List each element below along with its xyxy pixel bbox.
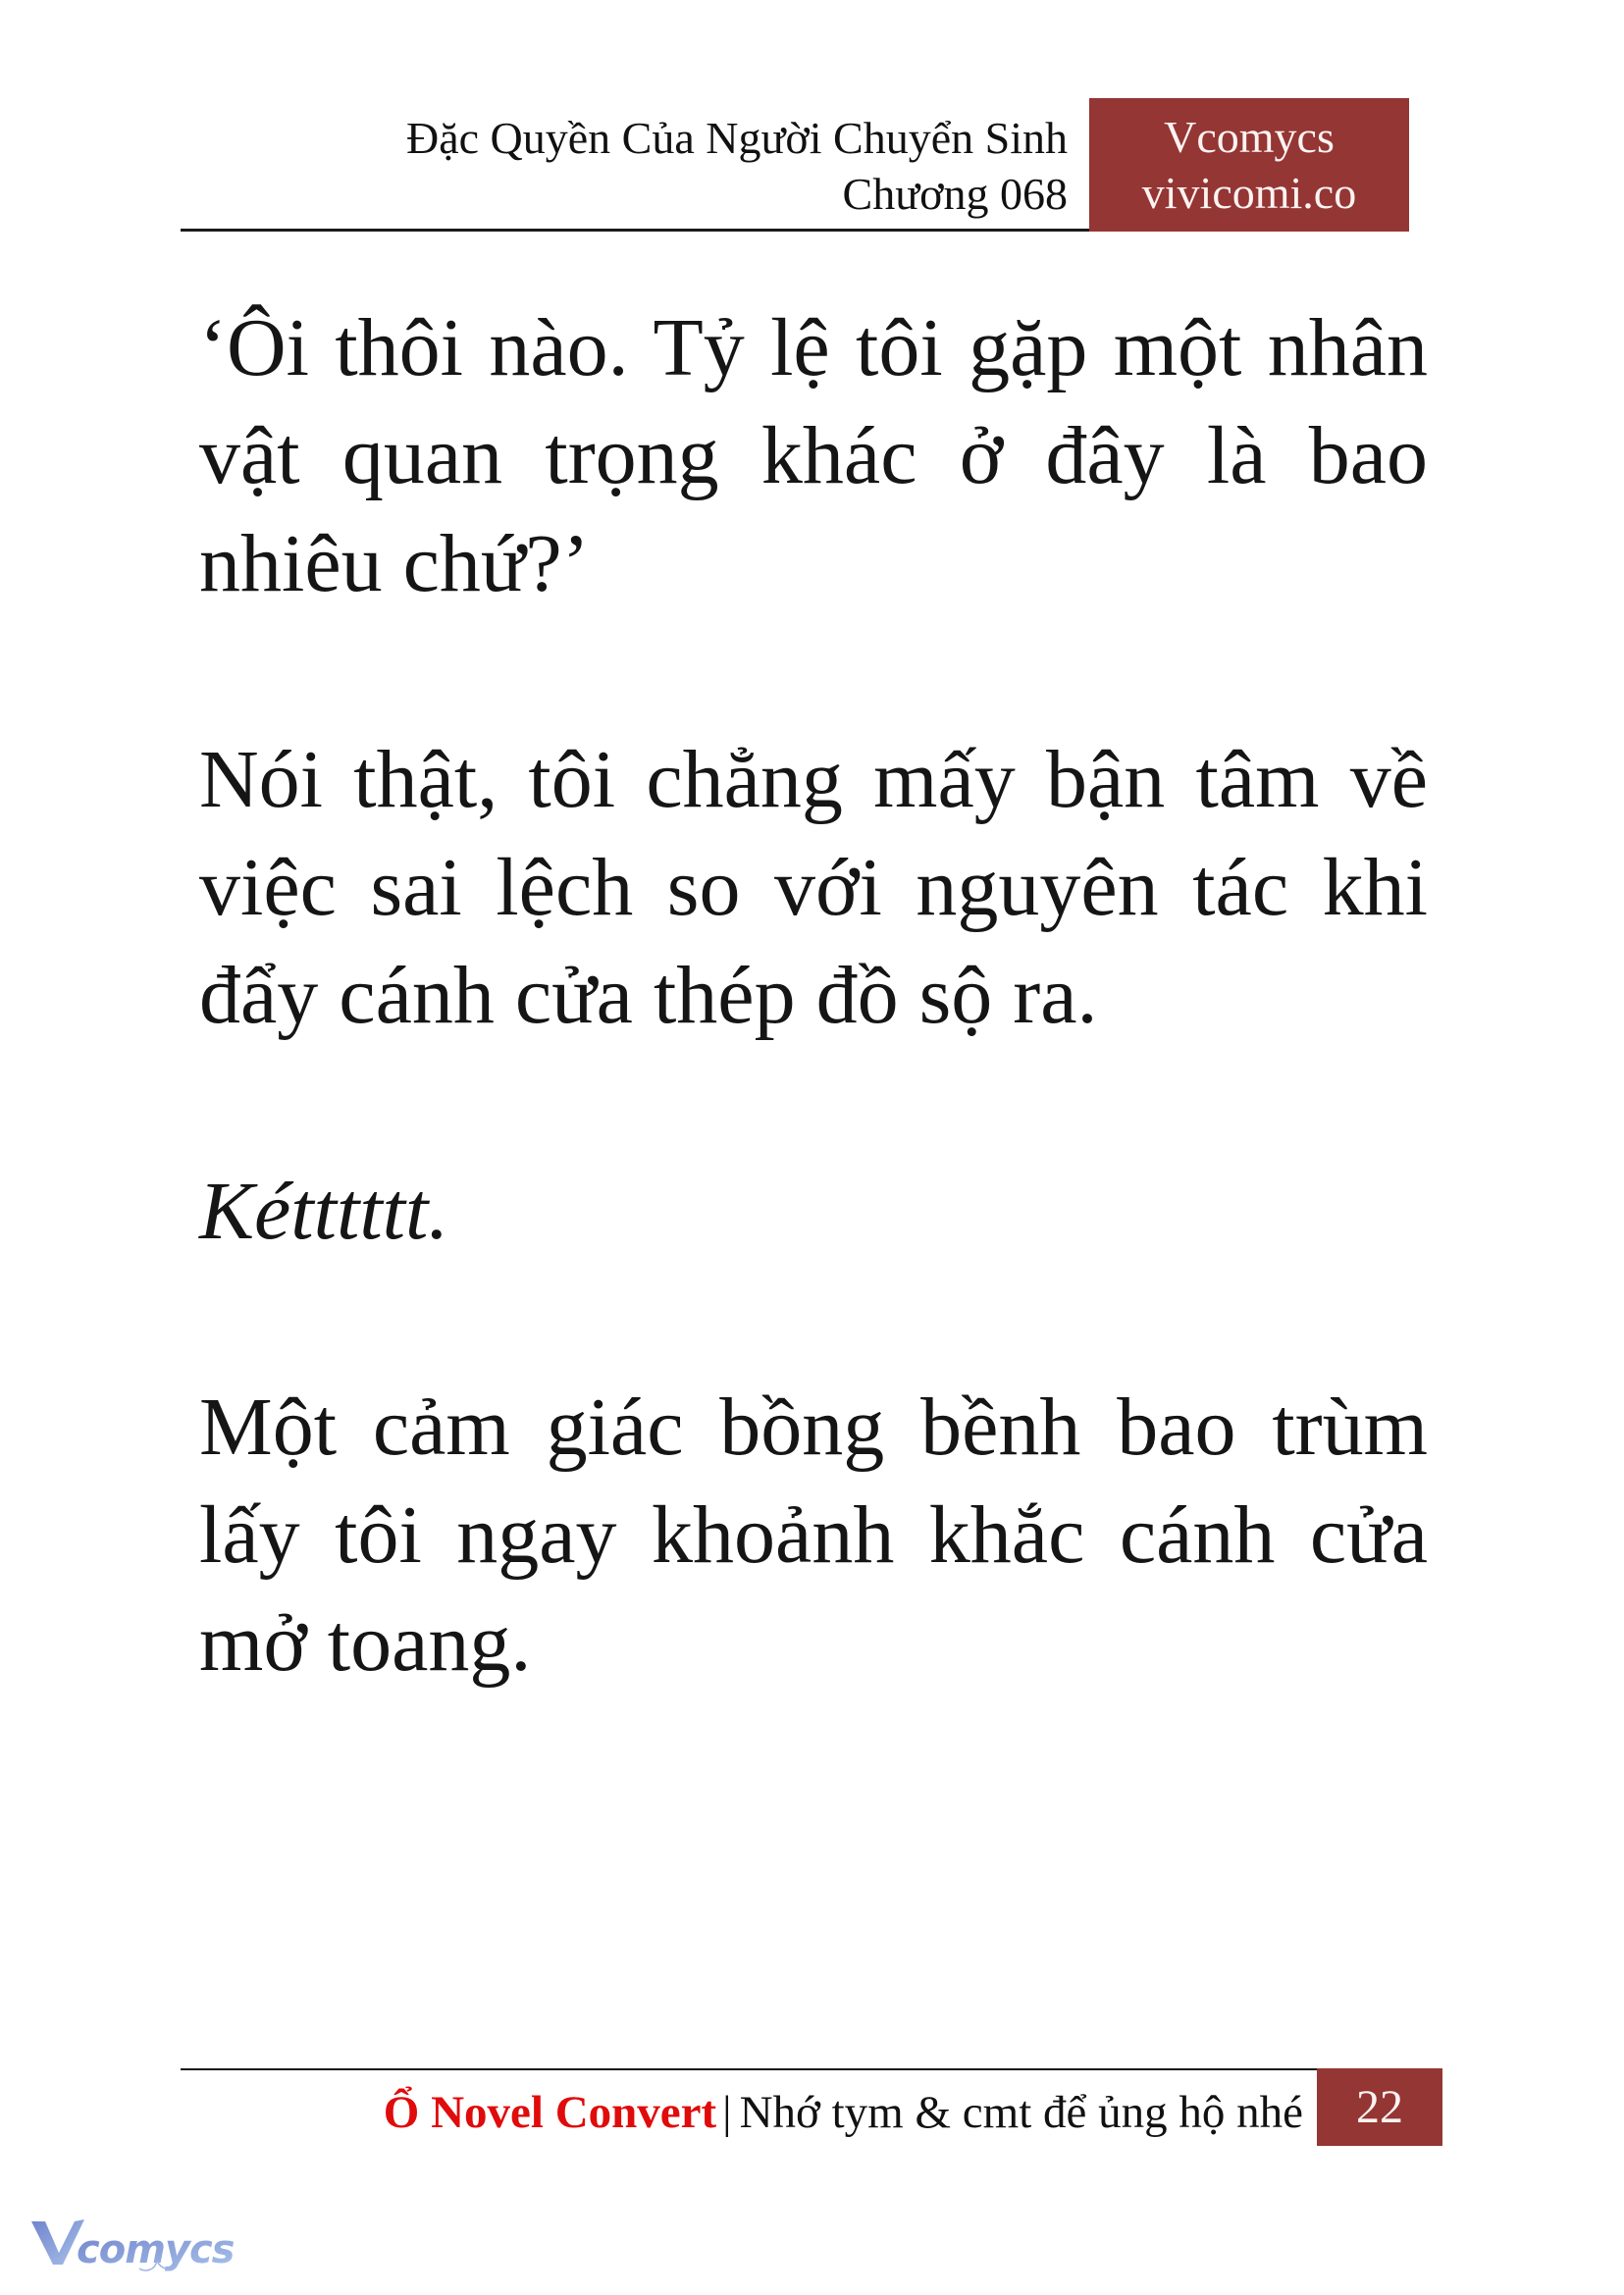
svg-text:comycs: comycs xyxy=(77,2227,235,2272)
header-divider xyxy=(181,229,1089,232)
footer-divider xyxy=(181,2068,1317,2070)
paragraph: Một cảm giác bồng bềnh bao trùm lấy tôi ngay khoảnh khắc cánh cửa mở toang. xyxy=(199,1382,1428,1689)
running-header-title xyxy=(406,110,1068,222)
site-badge-domain: vivicomi.co xyxy=(1141,168,1357,218)
footer-credit xyxy=(384,2085,1303,2140)
page-number: 22 xyxy=(1317,2068,1442,2146)
chapter-label: Chương 068 xyxy=(842,169,1068,219)
footer-brand: Ổ Novel Convert xyxy=(383,2087,717,2138)
site-badge xyxy=(1089,98,1409,232)
footer-message: Nhớ tym & cmt để ủng hộ nhé xyxy=(739,2087,1303,2138)
paragraph: ‘Ôi thôi nào. Tỷ lệ tôi gặp một nhân vật quan trọng khác ở đây là bao nhiêu chứ?’ xyxy=(199,302,1428,609)
chapter-body xyxy=(199,294,1428,1805)
paragraph: Nói thật, tôi chẳng mấy bận tâm về việc sai lệch so với nguyên tác khi đẩy cánh cửa thép đồ sộ ra. xyxy=(199,734,1428,1041)
vcomycs-logo-icon xyxy=(29,2214,245,2274)
site-badge-name: Vcomycs xyxy=(1164,112,1335,162)
paragraph-sound-effect: Kétttttt. xyxy=(199,1166,449,1257)
book-title: Đặc Quyền Của Người Chuyển Sinh xyxy=(405,113,1068,163)
footer-separator: | xyxy=(722,2087,732,2138)
